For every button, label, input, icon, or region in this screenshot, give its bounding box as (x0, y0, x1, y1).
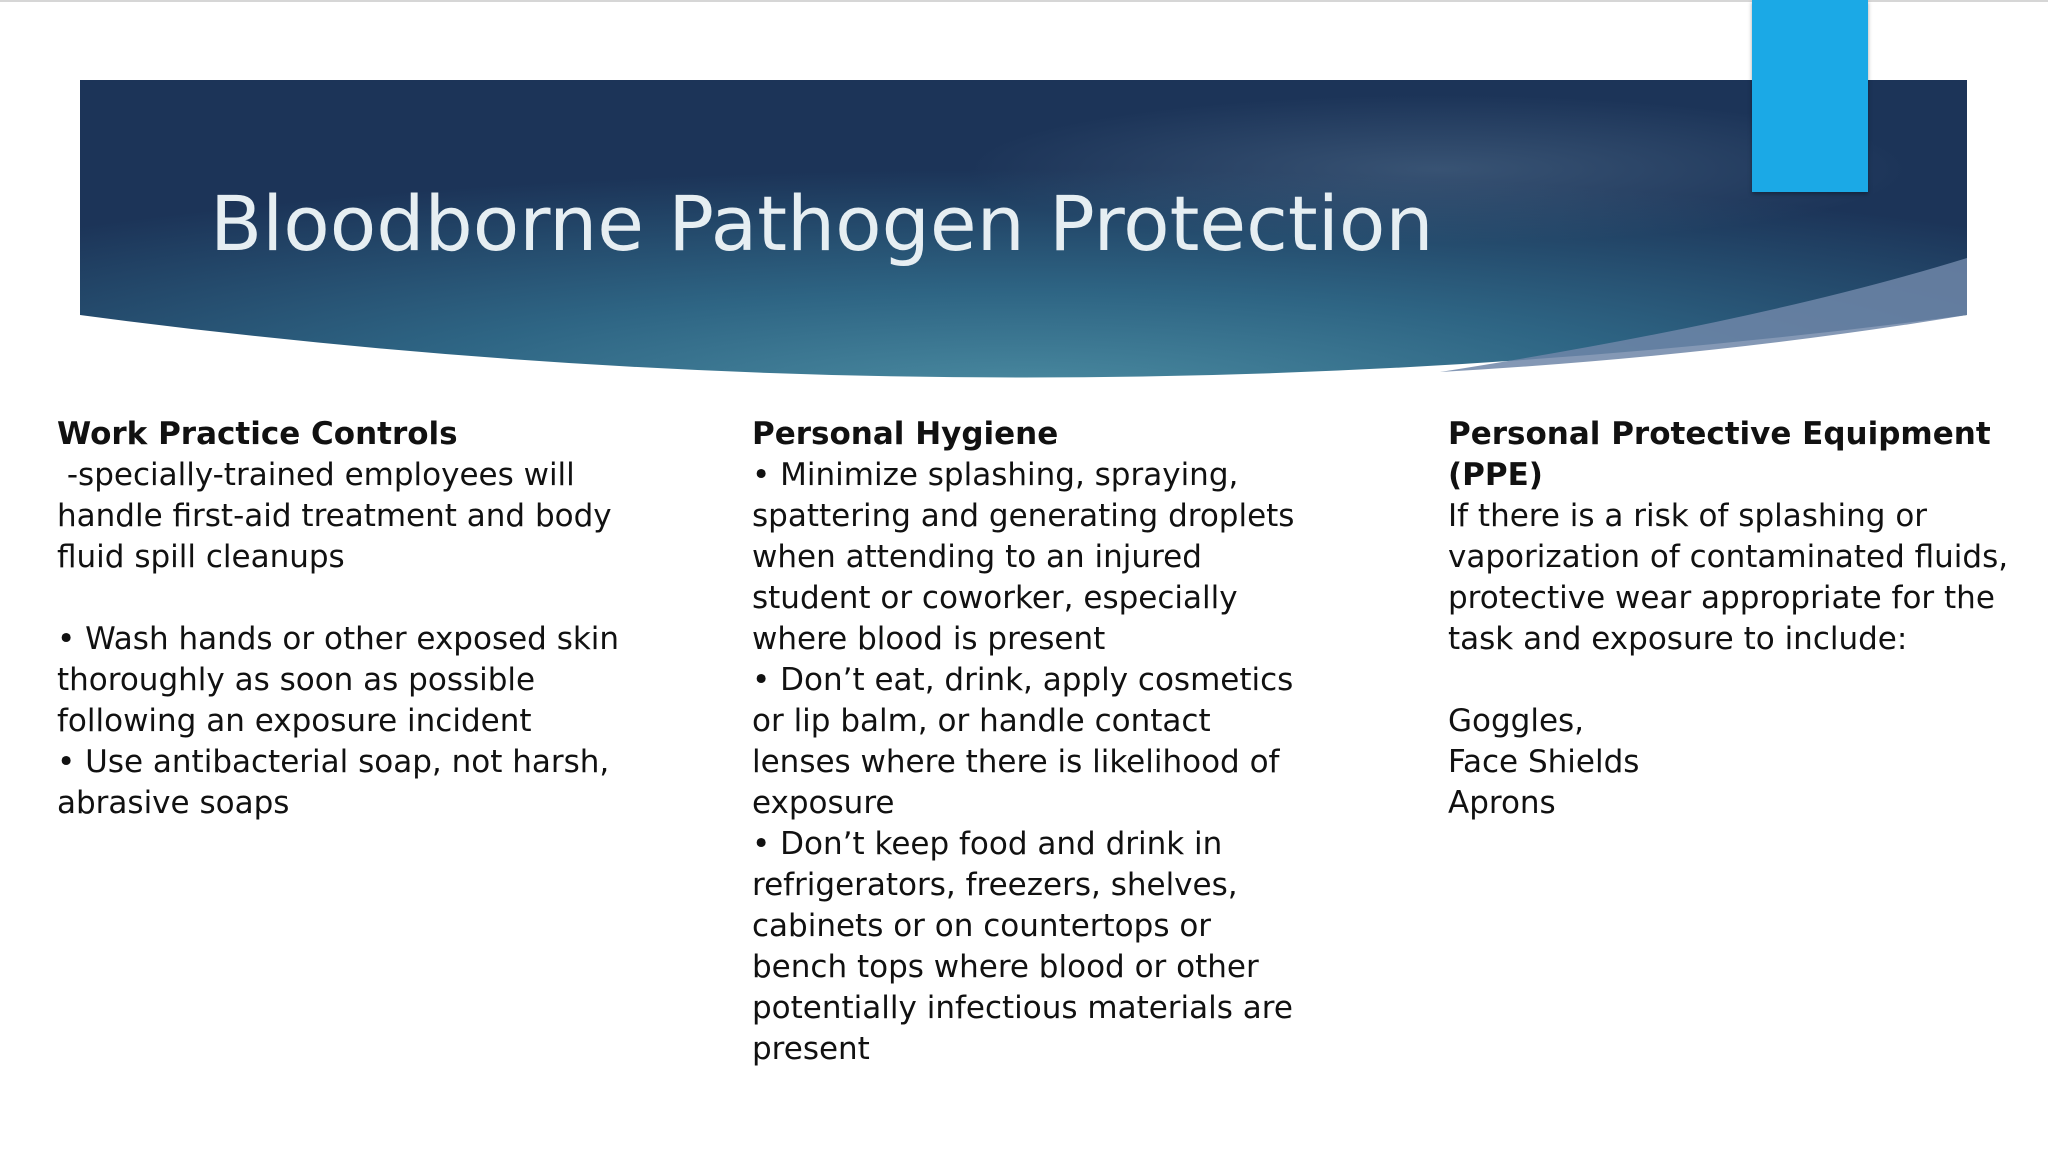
text-line: abrasive soaps (57, 785, 290, 821)
text-line: potentially infectious materials are (752, 990, 1293, 1026)
text-line: when attending to an injured (752, 539, 1202, 575)
bullet-line: • Don’t eat, drink, apply cosmetics (752, 662, 1294, 698)
bullet-line: • Minimize splashing, spraying, (752, 457, 1239, 493)
bullet-line: • Wash hands or other exposed skin (57, 621, 620, 657)
text-line: handle first-aid treatment and body (57, 498, 612, 534)
accent-tab (1752, 0, 1868, 192)
list-item: Goggles, (1448, 703, 1585, 739)
text-line: task and exposure to include: (1448, 621, 1908, 657)
text-line: refrigerators, freezers, shelves, (752, 867, 1238, 903)
text-line: lenses where there is likelihood of (752, 744, 1280, 780)
text-line: fluid spill cleanups (57, 539, 345, 575)
column-heading-abbreviation: (PPE) (1448, 457, 1543, 493)
text-line: following an exposure incident (57, 703, 532, 739)
text-line: If there is a risk of splashing or (1448, 498, 1928, 534)
column-personal-hygiene (752, 414, 1352, 1070)
bullet-line: • Use antibacterial soap, not harsh, (57, 744, 610, 780)
text-line: protective wear appropriate for the (1448, 580, 1995, 616)
bullet-line: • Don’t keep food and drink in (752, 826, 1223, 862)
column-heading: Work Practice Controls (57, 416, 458, 452)
slide-title: Bloodborne Pathogen Protection (210, 179, 1434, 268)
list-item: Face Shields (1448, 744, 1640, 780)
text-line: spattering and generating droplets (752, 498, 1295, 534)
text-line: present (752, 1031, 870, 1067)
text-line: or lip balm, or handle contact (752, 703, 1211, 739)
text-line: exposure (752, 785, 895, 821)
text-line: thoroughly as soon as possible (57, 662, 536, 698)
column-ppe (1448, 414, 2034, 824)
text-line: where blood is present (752, 621, 1106, 657)
list-item: Aprons (1448, 785, 1556, 821)
blank-line (1448, 660, 2034, 701)
text-line: cabinets or on countertops or (752, 908, 1212, 944)
text-line: vaporization of contaminated fluids, (1448, 539, 2009, 575)
column-work-practice-controls (57, 414, 657, 824)
column-heading: Personal Protective Equipment (1448, 416, 1991, 452)
column-heading: Personal Hygiene (752, 416, 1059, 452)
blank-line (57, 578, 657, 619)
text-line: student or coworker, especially (752, 580, 1238, 616)
text-line: bench tops where blood or other (752, 949, 1259, 985)
text-line: -specially-trained employees will (57, 457, 575, 493)
